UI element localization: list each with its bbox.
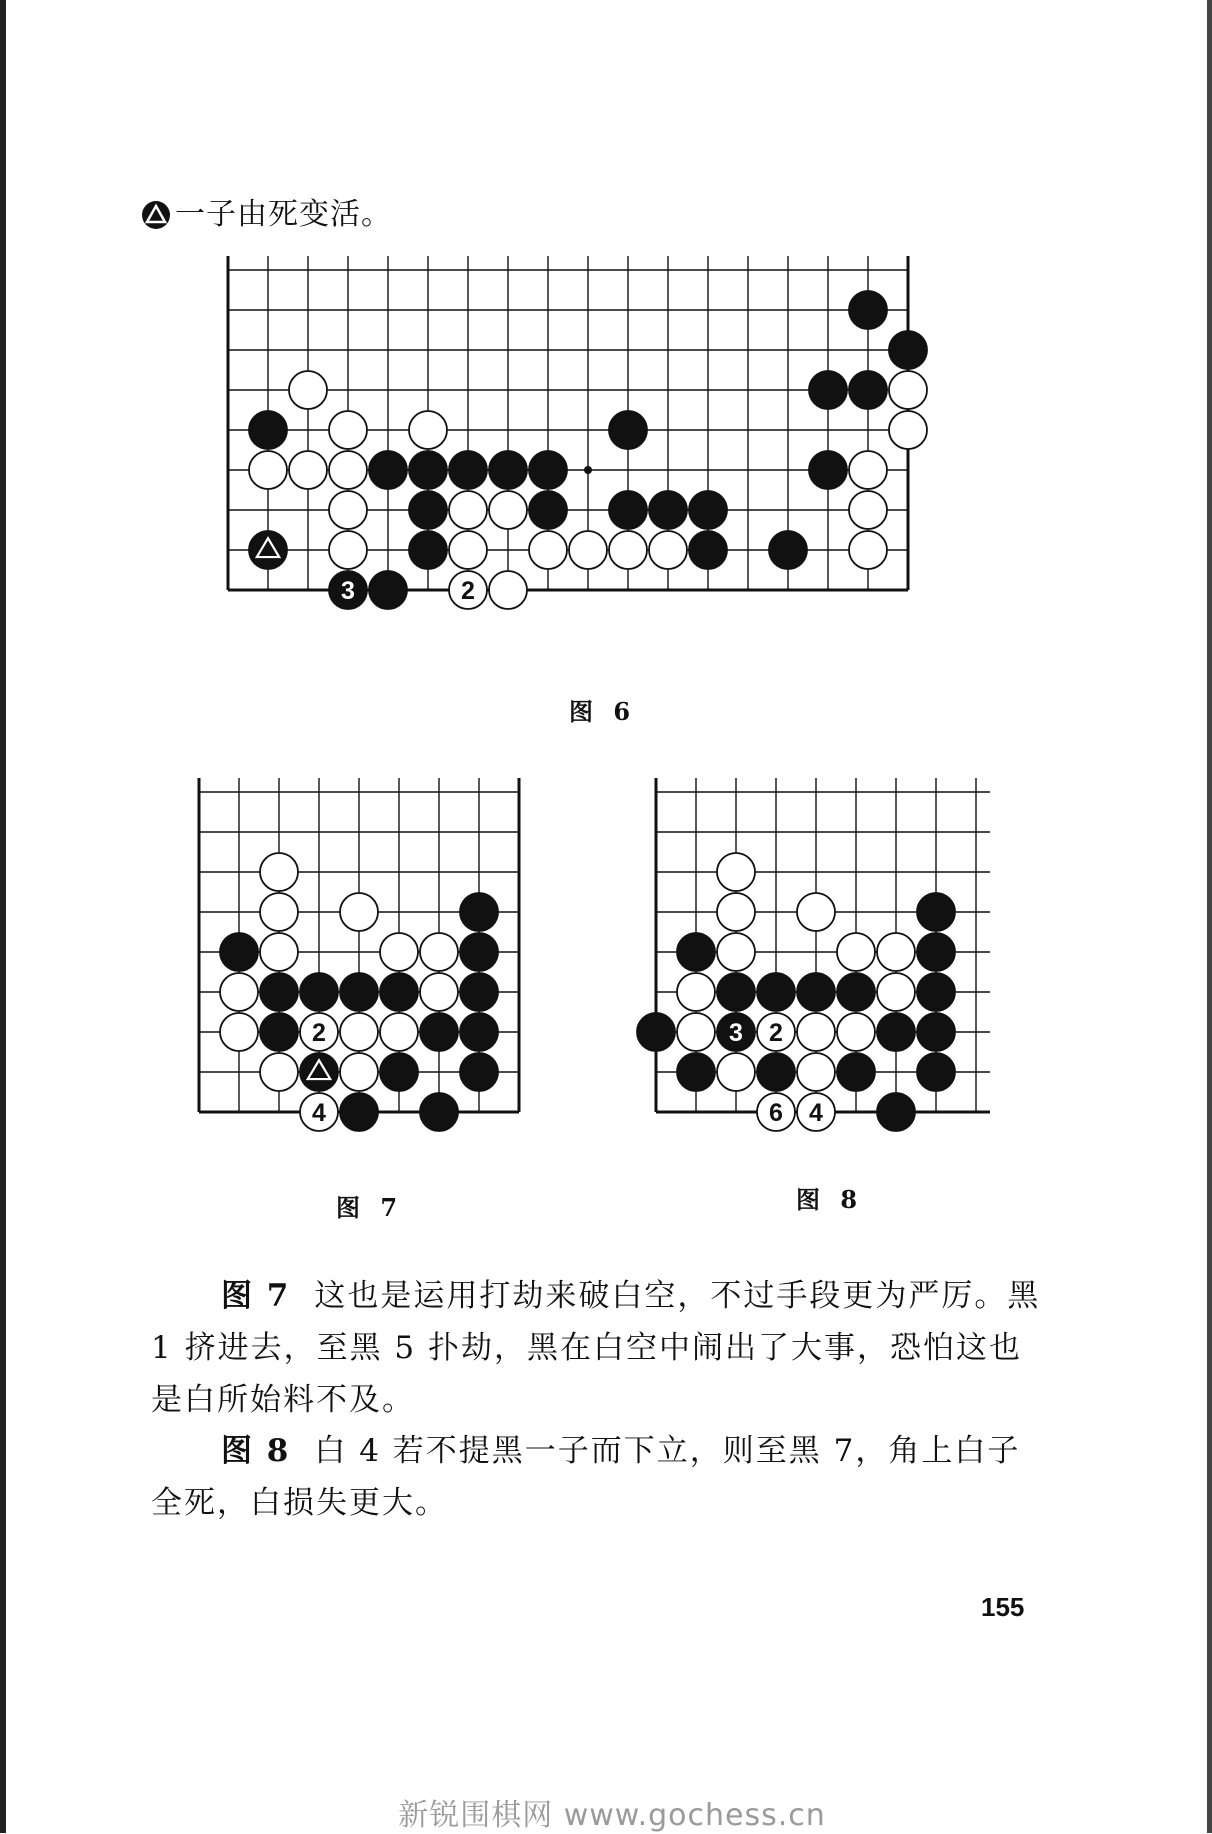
black-stone bbox=[460, 933, 498, 971]
white-stone bbox=[717, 853, 755, 891]
black-stone bbox=[677, 1053, 715, 1091]
black-stone bbox=[889, 331, 927, 369]
white-stone bbox=[329, 411, 367, 449]
white-stone bbox=[529, 531, 567, 569]
site-watermark: 新锐围棋网 www.gochess.cn bbox=[398, 1798, 826, 1833]
black-stone bbox=[769, 531, 807, 569]
white-stone bbox=[380, 1013, 418, 1051]
white-stone bbox=[717, 893, 755, 931]
white-stone bbox=[677, 973, 715, 1011]
white-stone bbox=[260, 853, 298, 891]
white-stone bbox=[340, 1053, 378, 1091]
black-stone bbox=[649, 491, 687, 529]
caption-figure-8: 图 8 bbox=[796, 1185, 864, 1214]
intro-line bbox=[141, 195, 392, 235]
caption-figure-6: 图 6 bbox=[569, 697, 637, 726]
black-stone bbox=[340, 1093, 378, 1131]
black-stone bbox=[380, 1053, 418, 1091]
black-stone bbox=[609, 411, 647, 449]
white-stone bbox=[889, 411, 927, 449]
black-stone bbox=[249, 411, 287, 449]
white-stone bbox=[260, 933, 298, 971]
move-number-label: 6 bbox=[769, 1099, 783, 1127]
page-number: 155 bbox=[981, 1592, 1025, 1622]
white-stone bbox=[300, 1093, 338, 1131]
black-stone bbox=[369, 451, 407, 489]
white-stone bbox=[340, 1013, 378, 1051]
black-stone bbox=[409, 491, 447, 529]
white-stone bbox=[797, 893, 835, 931]
black-stone bbox=[380, 973, 418, 1011]
black-stone bbox=[300, 1053, 338, 1091]
black-stone bbox=[460, 1053, 498, 1091]
paragraph-label: 图 7 bbox=[221, 1278, 291, 1314]
move-number-label: 3 bbox=[341, 577, 355, 605]
paragraph-figure-7 bbox=[151, 1270, 1051, 1426]
white-stone bbox=[449, 571, 487, 609]
white-stone bbox=[329, 491, 367, 529]
white-stone bbox=[420, 973, 458, 1011]
white-stone bbox=[649, 531, 687, 569]
white-stone bbox=[289, 451, 327, 489]
white-stone bbox=[340, 893, 378, 931]
white-stone bbox=[849, 531, 887, 569]
black-stone bbox=[449, 451, 487, 489]
move-number-label: 4 bbox=[312, 1099, 326, 1127]
white-stone bbox=[409, 411, 447, 449]
black-stone bbox=[409, 451, 447, 489]
white-stone bbox=[260, 893, 298, 931]
white-stone bbox=[380, 933, 418, 971]
black-stone bbox=[757, 1053, 795, 1091]
white-stone bbox=[609, 531, 647, 569]
black-stone bbox=[409, 531, 447, 569]
white-stone bbox=[449, 491, 487, 529]
black-stone bbox=[329, 571, 367, 609]
white-stone bbox=[797, 1053, 835, 1091]
paragraph-label: 图 8 bbox=[221, 1433, 291, 1469]
white-stone bbox=[449, 531, 487, 569]
black-stone bbox=[837, 973, 875, 1011]
black-stone bbox=[260, 1013, 298, 1051]
black-stone bbox=[489, 451, 527, 489]
black-stone bbox=[529, 491, 567, 529]
white-stone bbox=[260, 1053, 298, 1091]
white-stone bbox=[757, 1093, 795, 1131]
black-stone bbox=[917, 893, 955, 931]
white-stone bbox=[569, 531, 607, 569]
black-stone bbox=[809, 371, 847, 409]
black-stone bbox=[300, 973, 338, 1011]
black-stone bbox=[460, 1013, 498, 1051]
paragraph-figure-8 bbox=[151, 1425, 1051, 1529]
move-number-label: 2 bbox=[312, 1019, 326, 1047]
black-stone bbox=[877, 1013, 915, 1051]
white-stone bbox=[877, 973, 915, 1011]
black-stone bbox=[837, 1053, 875, 1091]
go-board-figure-8 bbox=[636, 772, 1006, 1142]
paragraph-text: 白 4 若不提黑一子而下立，则至黑 7，角上白子全死，白损失更大。 bbox=[151, 1433, 1021, 1521]
black-stone bbox=[809, 451, 847, 489]
black-stone bbox=[849, 371, 887, 409]
move-number-label: 4 bbox=[809, 1099, 823, 1127]
black-stone bbox=[460, 893, 498, 931]
white-stone bbox=[889, 371, 927, 409]
go-board-figure-7 bbox=[199, 772, 544, 1142]
move-number-label: 2 bbox=[461, 577, 475, 605]
white-stone bbox=[300, 1013, 338, 1051]
white-stone bbox=[717, 1053, 755, 1091]
black-stone bbox=[677, 933, 715, 971]
marked-black-stone-icon bbox=[141, 200, 171, 230]
white-stone bbox=[220, 973, 258, 1011]
black-stone bbox=[849, 291, 887, 329]
white-stone bbox=[837, 1013, 875, 1051]
black-stone bbox=[340, 973, 378, 1011]
white-stone bbox=[849, 491, 887, 529]
white-stone bbox=[717, 933, 755, 971]
white-stone bbox=[837, 933, 875, 971]
white-stone bbox=[249, 451, 287, 489]
white-stone bbox=[420, 933, 458, 971]
black-stone bbox=[917, 1053, 955, 1091]
black-stone bbox=[637, 1013, 675, 1051]
black-stone bbox=[220, 933, 258, 971]
black-stone bbox=[249, 531, 287, 569]
move-number-label: 2 bbox=[769, 1019, 783, 1047]
white-stone bbox=[289, 371, 327, 409]
black-stone bbox=[420, 1093, 458, 1131]
black-stone bbox=[917, 933, 955, 971]
black-stone bbox=[260, 973, 298, 1011]
black-stone bbox=[609, 491, 647, 529]
black-stone bbox=[689, 491, 727, 529]
white-stone bbox=[797, 1013, 835, 1051]
white-stone bbox=[797, 1093, 835, 1131]
black-stone bbox=[757, 973, 795, 1011]
star-point bbox=[584, 466, 592, 474]
white-stone bbox=[489, 491, 527, 529]
black-stone bbox=[877, 1093, 915, 1131]
white-stone bbox=[329, 451, 367, 489]
black-stone bbox=[460, 973, 498, 1011]
go-board-figure-6 bbox=[228, 262, 958, 642]
black-stone bbox=[689, 531, 727, 569]
caption-figure-7: 图 7 bbox=[336, 1193, 404, 1222]
black-stone bbox=[717, 1013, 755, 1051]
black-stone bbox=[420, 1013, 458, 1051]
black-stone bbox=[369, 571, 407, 609]
black-stone bbox=[529, 451, 567, 489]
white-stone bbox=[757, 1013, 795, 1051]
white-stone bbox=[489, 571, 527, 609]
move-number-label: 3 bbox=[729, 1019, 743, 1047]
white-stone bbox=[220, 1013, 258, 1051]
white-stone bbox=[677, 1013, 715, 1051]
black-stone bbox=[917, 973, 955, 1011]
white-stone bbox=[329, 531, 367, 569]
black-stone bbox=[797, 973, 835, 1011]
black-stone bbox=[717, 973, 755, 1011]
black-stone bbox=[917, 1013, 955, 1051]
intro-text: 一子由死变活。 bbox=[175, 197, 392, 232]
white-stone bbox=[877, 933, 915, 971]
paragraph-text: 这也是运用打劫来破白空，不过手段更为严厉。黑 1 挤进去，至黑 5 扑劫，黑在白空中闹出了大事，恐怕这也是白所始料不及。 bbox=[151, 1278, 1041, 1418]
white-stone bbox=[849, 451, 887, 489]
